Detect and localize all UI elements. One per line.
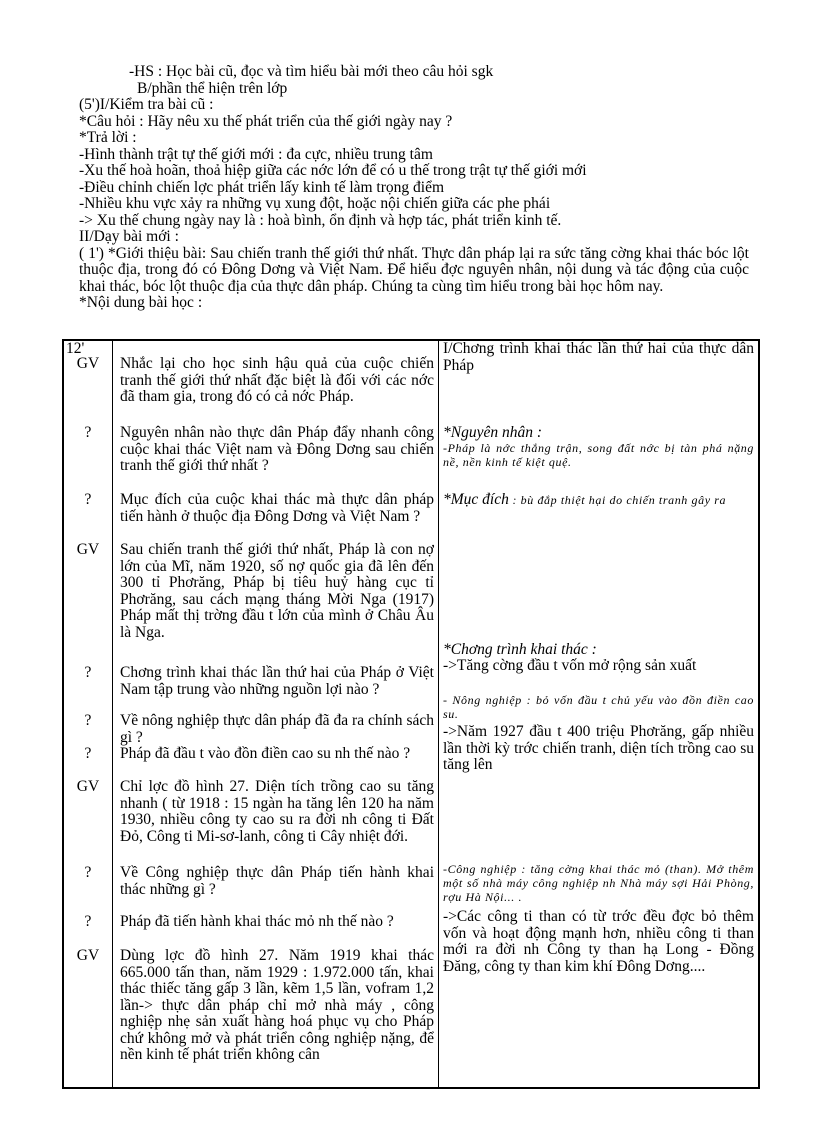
purpose-block [443,492,754,509]
content-column [439,340,760,1088]
section-b-heading: B/phần thể hiện trên lớp [137,79,288,97]
answer-item: -Điều chỉnh chiến lợc phát triển lấy kinh tế làm trọng điểm [79,178,445,196]
activity-text: Nhắc lại cho học sinh hậu quả của cuộc chiến tranh thế giới thứ nhất đặc biệt là đối với các nớc đã tham gia, trong đó có cả nớc Pháp. [120,355,434,405]
industry-note: -Công nghiệp : tăng cờng khai thác mỏ (than). Mở thêm một số nhà máy công nghiệp nh Nhà máy sợi Hải Phòng, rợu Hà Nội... . [443,862,754,904]
answer-conclusion: -> Xu thế chung ngày nay là : hoà bình, ổn định và hợp tác, phát triển kinh tế. [79,211,562,229]
question-text: Về nông nghiệp thực dân pháp đã đa ra chính sách gì ? [120,712,434,746]
lesson-introduction: ( 1') *Giới thiệu bài: Sau chiến tranh thế giới thứ nhất. Thực dân pháp lại ra sức tăng cờng khai thác bóc lột thuộc địa, trong đó có Đông Dơng và Việt Nam. Để hiểu đợc nguyên nhân, nội dung và tác động của cuộc khai thác, bóc lột thuộc địa của thực dân pháp. Chúng ta cùng tìm hiểu trong bài học hôm nay. [79,244,749,295]
cause-label: *Nguyên nhân : [443,424,543,441]
homework-line: -HS : Học bài cũ, đọc và tìm hiểu bài mới theo câu hỏi sgk [129,63,494,80]
role-marker: ? [84,913,92,930]
industry-text: ->Các công ti than có từ trớc đều đợc bỏ thêm vốn và hoạt động mạnh hơn, nhiều công ti than mới ra đời nh Công ty than hạ Long - Đồng Đăng, công ty than kim khí Đông Dơng.... [443,908,754,975]
question-text: Mục đích của cuộc khai thác mà thực dân pháp tiến hành ở thuộc địa Đông Dơng và Việt Nam ? [120,491,434,525]
answer-item: -Xu thế hoà hoãn, thoả hiệp giữa các nớc lớn để có u thế trong trật tự thế giới mới [79,162,587,179]
review-heading: (5')I/Kiểm tra bài cũ : [79,96,214,113]
role-column [63,340,113,1088]
activity-text: Sau chiến tranh thế giới thứ nhất, Pháp là con nợ lớn của Mĩ, năm 1920, số nợ quốc gia đã lên đến 300 tỉ Phơrăng, Pháp bị tiêu huỷ hàng cục tỉ Phơrăng, sau cách mạng tháng Mời Nga (1917) Pháp mất thị trờng đầu t lớn của mình ở Châu Âu là Nga. [120,541,434,641]
role-marker: ? [84,491,92,508]
role-marker: ? [84,864,92,881]
role-marker: ? [84,664,92,681]
role-marker: ? [84,424,92,441]
purpose-text: : bù đắp thiệt hại do chiến tranh gây ra [508,493,727,507]
activity-text: Chỉ lợc đồ hình 27. Diện tích trồng cao su tăng nhanh ( từ 1918 : 15 ngàn ha tăng lên 120 ha năm 1930, nhiều công ty cao su ra đời nh công ti Đất Đỏ, Công ti Mi-sơ-lanh, công ti Cây nhiệt đới. [120,778,434,845]
question-text: Chơng trình khai thác lần thứ hai của Pháp ở Việt Nam tập trung vào những nguồn lợi nào ? [120,664,434,698]
question-text: Pháp đã tiến hành khai thác mỏ nh thế nào ? [120,913,394,930]
activity-text: Dùng lợc đồ hình 27. Năm 1919 khai thác 665.000 tấn than, năm 1929 : 1.972.000 tấn, khai thác thiếc tăng gấp 3 lần, kẽm 1,5 lần, vofram 1,2 lần-> thực dân pháp chỉ mở nhà máy , công nghiệp nhẹ sản xuất hàng hoá phục vụ cho Pháp chứ không mở và phát triển công nghiệp nặng, để nền kinh tế phát triển không cân [120,947,434,1063]
role-marker: ? [84,712,92,729]
lesson-table [62,339,760,1089]
question-text: Nguyên nhân nào thực dân Pháp đẩy nhanh công cuộc khai thác Việt nam và Đông Dơng sau chiến tranh thế giới thứ nhất ? [120,424,434,474]
question-line: *Câu hỏi : Hãy nêu xu thế phát triển của thế giới ngày nay ? [79,112,453,130]
new-lesson-heading: II/Dạy bài mới : [79,228,179,245]
cause-text: -Pháp là nớc thắng trận, song đất nớc bị tàn phá nặng nề, nền kinh tế kiệt quệ. [443,441,754,469]
program-label: *Chơng trình khai thác : [443,641,597,658]
role-marker: GV [76,541,100,558]
section-heading: I/Chơng trình khai thác lần thứ hai của thực dân Pháp [443,341,754,374]
table-row [63,340,759,1088]
role-marker: GV [76,778,100,795]
time-marker: 12' [66,341,85,357]
question-text: Về Công nghiệp thực dân Pháp tiến hành khai thác những gì ? [120,864,434,898]
content-heading: *Nội dung bài học : [79,294,203,311]
agriculture-text: ->Năm 1927 đầu t 400 triệu Phơrăng, gấp nhiều lần thời kỳ trớc chiến tranh, diện tích trồng cao su tăng lên [443,723,754,773]
purpose-label: *Mục đích [443,491,509,508]
program-text: ->Tăng cờng đầu t vốn mở rộng sản xuất [443,657,697,674]
agriculture-note: - Nông nghiệp : bỏ vốn đầu t chủ yếu vào đồn điền cao su. [443,693,754,721]
intro-section [79,64,749,312]
role-marker: ? [84,745,92,762]
answer-label: *Trả lời : [79,129,137,146]
answer-item: -Nhiều khu vực xảy ra những vụ xung đột, hoặc nội chiến giữa các phe phái [79,195,551,212]
activity-column [113,340,439,1088]
role-marker: GV [76,947,100,964]
role-marker: GV [76,355,100,372]
answer-item: -Hình thành trật tự thế giới mới : đa cực, nhiều trung tâm [79,145,433,163]
question-text: Pháp đã đầu t vào đồn điền cao su nh thế nào ? [120,745,411,762]
